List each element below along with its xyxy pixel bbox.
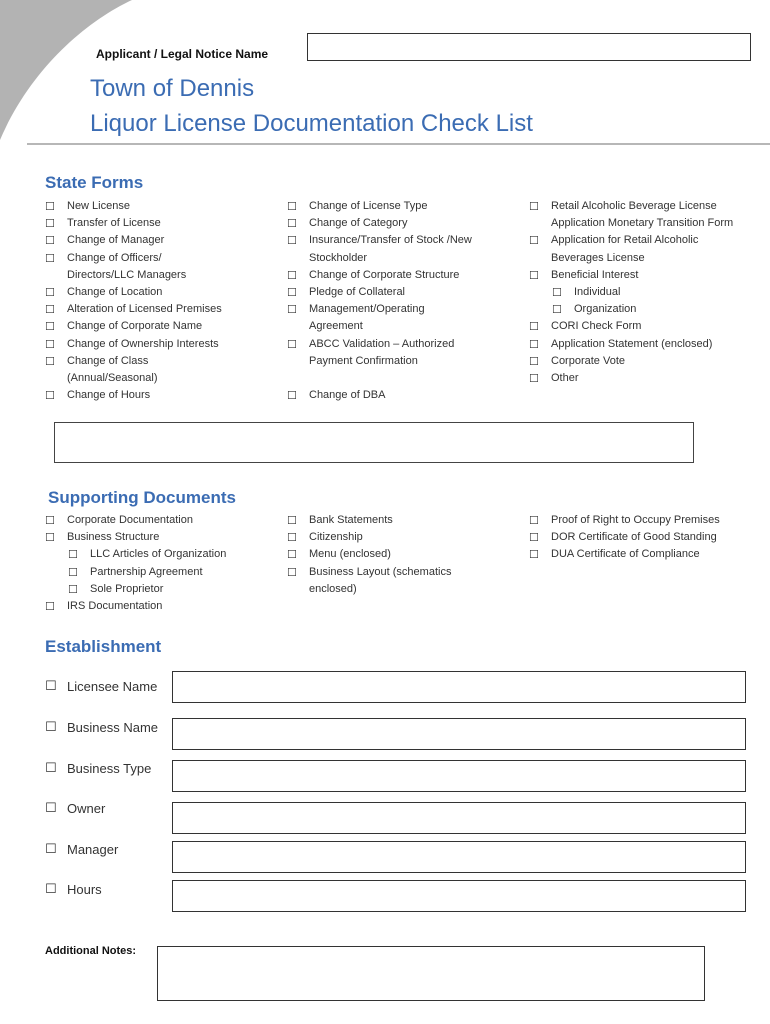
checkbox-item[interactable]: ☐ Individual bbox=[552, 284, 754, 301]
checkbox-item[interactable]: ☐ Management/Operating Agreement bbox=[287, 303, 425, 333]
checkbox-item[interactable]: ☐ Partnership Agreement bbox=[68, 564, 270, 581]
state-forms-column-2 bbox=[287, 198, 502, 404]
checkbox-icon[interactable]: ☐ bbox=[45, 514, 55, 527]
checkbox-icon[interactable]: ☐ bbox=[552, 303, 562, 317]
licensee-name-label[interactable]: ☐ Licensee Name bbox=[45, 679, 158, 694]
supporting-documents-heading: Supporting Documents bbox=[48, 488, 236, 507]
checkbox-icon[interactable]: ☐ bbox=[68, 565, 78, 579]
header-divider bbox=[27, 143, 770, 145]
checkbox-item[interactable]: ☐ Menu (enclosed) bbox=[287, 546, 502, 563]
checkbox-item[interactable]: ☐ Bank Statements bbox=[287, 512, 502, 529]
checkbox-item[interactable]: ☐ Proof of Right to Occupy Premises bbox=[529, 512, 726, 529]
checkbox-icon[interactable]: ☐ bbox=[45, 286, 55, 300]
supporting-documents-column-1 bbox=[45, 512, 270, 615]
checkbox-item[interactable]: ☐ Corporate Documentation bbox=[45, 512, 270, 529]
hours-label[interactable]: ☐ Hours bbox=[45, 882, 102, 897]
checkbox-item[interactable]: ☐ Change of Manager bbox=[45, 232, 260, 249]
supporting-documents-column-2 bbox=[287, 512, 502, 598]
checkbox-item[interactable]: ☐ Application for Retail Alcoholic Beverages License bbox=[529, 234, 699, 264]
checkbox-icon[interactable]: ☐ bbox=[287, 286, 297, 300]
checkbox-item[interactable]: ☐ Change of Corporate Name bbox=[45, 318, 260, 335]
additional-notes-field[interactable] bbox=[157, 946, 705, 1001]
checkbox-item[interactable]: ☐ Sole Proprietor bbox=[68, 581, 270, 598]
checkbox-icon[interactable]: ☐ bbox=[45, 801, 57, 816]
checkbox-item[interactable]: ☐ IRS Documentation bbox=[45, 598, 270, 615]
licensee-name-field[interactable] bbox=[172, 671, 746, 703]
checkbox-icon[interactable]: ☐ bbox=[529, 200, 539, 213]
checkbox-item[interactable]: ☐ ABCC Validation – Authorized Payment Confirmation bbox=[287, 337, 455, 367]
checkbox-icon[interactable]: ☐ bbox=[529, 514, 539, 527]
checkbox-icon[interactable]: ☐ bbox=[529, 372, 539, 386]
additional-notes-label: Additional Notes: bbox=[45, 945, 137, 957]
checkbox-item[interactable]: ☐ Change of Corporate Structure bbox=[287, 267, 502, 284]
checkbox-icon[interactable]: ☐ bbox=[68, 548, 78, 562]
business-type-label[interactable]: ☐ Business Type bbox=[45, 761, 152, 776]
manager-label[interactable]: ☐ Manager bbox=[45, 842, 119, 857]
checkbox-item[interactable]: ☐ Change of Hours bbox=[45, 387, 260, 404]
checkbox-item[interactable]: ☐ Alteration of Licensed Premises bbox=[45, 301, 260, 318]
checkbox-icon[interactable]: ☐ bbox=[45, 389, 55, 403]
checkbox-icon[interactable]: ☐ bbox=[287, 337, 297, 351]
state-forms-column-3 bbox=[529, 198, 754, 387]
checkbox-item[interactable]: ☐ Transfer of License bbox=[45, 215, 260, 232]
checkbox-icon[interactable]: ☐ bbox=[529, 337, 539, 351]
owner-field[interactable] bbox=[172, 802, 746, 834]
checkbox-icon[interactable]: ☐ bbox=[287, 217, 297, 231]
checkbox-icon[interactable]: ☐ bbox=[287, 303, 297, 317]
checkbox-icon[interactable]: ☐ bbox=[287, 548, 297, 562]
checkbox-item[interactable]: ☐ Beneficial Interest bbox=[529, 267, 754, 284]
checkbox-icon[interactable]: ☐ bbox=[529, 548, 539, 562]
checkbox-icon[interactable]: ☐ bbox=[287, 200, 297, 213]
state-forms-heading: State Forms bbox=[45, 173, 144, 192]
checkbox-item[interactable]: ☐ LLC Articles of Organization bbox=[68, 546, 270, 563]
checkbox-item[interactable]: ☐ Application Statement (enclosed) bbox=[529, 336, 754, 353]
business-name-field[interactable] bbox=[172, 718, 746, 750]
checkbox-icon[interactable]: ☐ bbox=[45, 337, 55, 351]
checkbox-item[interactable]: ☐ Change of Category bbox=[287, 215, 502, 232]
checkbox-icon[interactable]: ☐ bbox=[45, 234, 55, 248]
checkbox-item[interactable]: ☐ Change of Ownership Interests bbox=[45, 336, 260, 353]
establishment-heading: Establishment bbox=[45, 637, 162, 656]
checkbox-icon[interactable]: ☐ bbox=[45, 882, 57, 897]
checkbox-icon[interactable]: ☐ bbox=[287, 514, 297, 527]
checkbox-item[interactable]: ☐ Business Structure bbox=[45, 529, 270, 546]
checkbox-icon[interactable]: ☐ bbox=[45, 531, 55, 545]
checkbox-item[interactable]: ☐ Insurance/Transfer of Stock /New Stockholder bbox=[287, 234, 472, 264]
checkbox-item[interactable]: ☐ Change of License Type bbox=[287, 198, 502, 215]
checkbox-icon[interactable]: ☐ bbox=[287, 268, 297, 282]
checkbox-icon[interactable]: ☐ bbox=[529, 320, 539, 334]
checkbox-item[interactable]: ☐ DOR Certificate of Good Standing bbox=[529, 529, 754, 546]
state-forms-column-1 bbox=[45, 198, 260, 404]
checkbox-icon[interactable]: ☐ bbox=[529, 531, 539, 545]
other-details-field[interactable] bbox=[54, 422, 694, 463]
manager-field[interactable] bbox=[172, 841, 746, 873]
business-type-field[interactable] bbox=[172, 760, 746, 792]
checkbox-item[interactable]: ☐ New License bbox=[45, 198, 260, 215]
checkbox-item[interactable]: ☐ Organization bbox=[552, 301, 754, 318]
checkbox-icon[interactable]: ☐ bbox=[287, 389, 297, 403]
checkbox-icon[interactable]: ☐ bbox=[529, 268, 539, 282]
checkbox-item[interactable]: ☐ Corporate Vote bbox=[529, 353, 754, 370]
checkbox-icon[interactable]: ☐ bbox=[287, 565, 297, 579]
checkbox-icon[interactable]: ☐ bbox=[287, 234, 297, 248]
checkbox-icon[interactable]: ☐ bbox=[552, 286, 562, 300]
checkbox-icon[interactable]: ☐ bbox=[45, 720, 57, 735]
checkbox-icon[interactable]: ☐ bbox=[45, 200, 55, 213]
checkbox-item[interactable]: ☐ DUA Certificate of Compliance bbox=[529, 546, 754, 563]
checkbox-item[interactable]: ☐ Retail Alcoholic Beverage License Application Monetary Transition Form bbox=[529, 200, 734, 230]
checkbox-item[interactable]: ☐ Change of Class (Annual/Seasonal) bbox=[45, 354, 158, 385]
checkbox-icon[interactable]: ☐ bbox=[45, 600, 55, 614]
checkbox-icon[interactable]: ☐ bbox=[45, 842, 57, 857]
checkbox-item[interactable]: ☐ Pledge of Collateral bbox=[287, 284, 502, 301]
checkbox-icon[interactable]: ☐ bbox=[45, 217, 55, 231]
checkbox-item[interactable]: ☐ Change of DBA bbox=[287, 387, 502, 404]
checkbox-icon[interactable]: ☐ bbox=[68, 582, 78, 596]
checkbox-icon[interactable]: ☐ bbox=[45, 251, 55, 265]
checkbox-icon[interactable]: ☐ bbox=[45, 354, 55, 368]
checkbox-icon[interactable]: ☐ bbox=[45, 320, 55, 334]
checkbox-item[interactable]: ☐ CORI Check Form bbox=[529, 318, 754, 335]
checkbox-item[interactable]: ☐ Change of Officers/ Directors/LLC Managers bbox=[45, 251, 187, 281]
checkbox-item[interactable]: ☐ Other bbox=[529, 370, 754, 387]
notice-name-label: Applicant / Legal Notice Name bbox=[96, 47, 269, 61]
supporting-documents-column-3 bbox=[529, 512, 754, 564]
hours-field[interactable] bbox=[172, 880, 746, 912]
checkbox-icon[interactable]: ☐ bbox=[529, 354, 539, 368]
checkbox-item[interactable]: ☐ Business Layout (schematics enclosed) bbox=[287, 565, 452, 595]
checkbox-icon[interactable]: ☐ bbox=[45, 761, 57, 776]
page-title-checklist: Liquor License Documentation Check List bbox=[90, 110, 533, 137]
owner-label[interactable]: ☐ Owner bbox=[45, 801, 106, 816]
checkbox-icon[interactable]: ☐ bbox=[45, 303, 55, 317]
checkbox-icon[interactable]: ☐ bbox=[45, 679, 57, 694]
notice-name-field[interactable] bbox=[307, 33, 751, 61]
checkbox-icon[interactable]: ☐ bbox=[529, 234, 539, 248]
checkbox-item[interactable]: ☐ Change of Location bbox=[45, 284, 260, 301]
business-name-label[interactable]: ☐ Business Name bbox=[45, 720, 159, 735]
checkbox-icon[interactable]: ☐ bbox=[287, 531, 297, 545]
page-title-town: Town of Dennis bbox=[90, 75, 255, 102]
checkbox-item[interactable]: ☐ Citizenship bbox=[287, 529, 502, 546]
